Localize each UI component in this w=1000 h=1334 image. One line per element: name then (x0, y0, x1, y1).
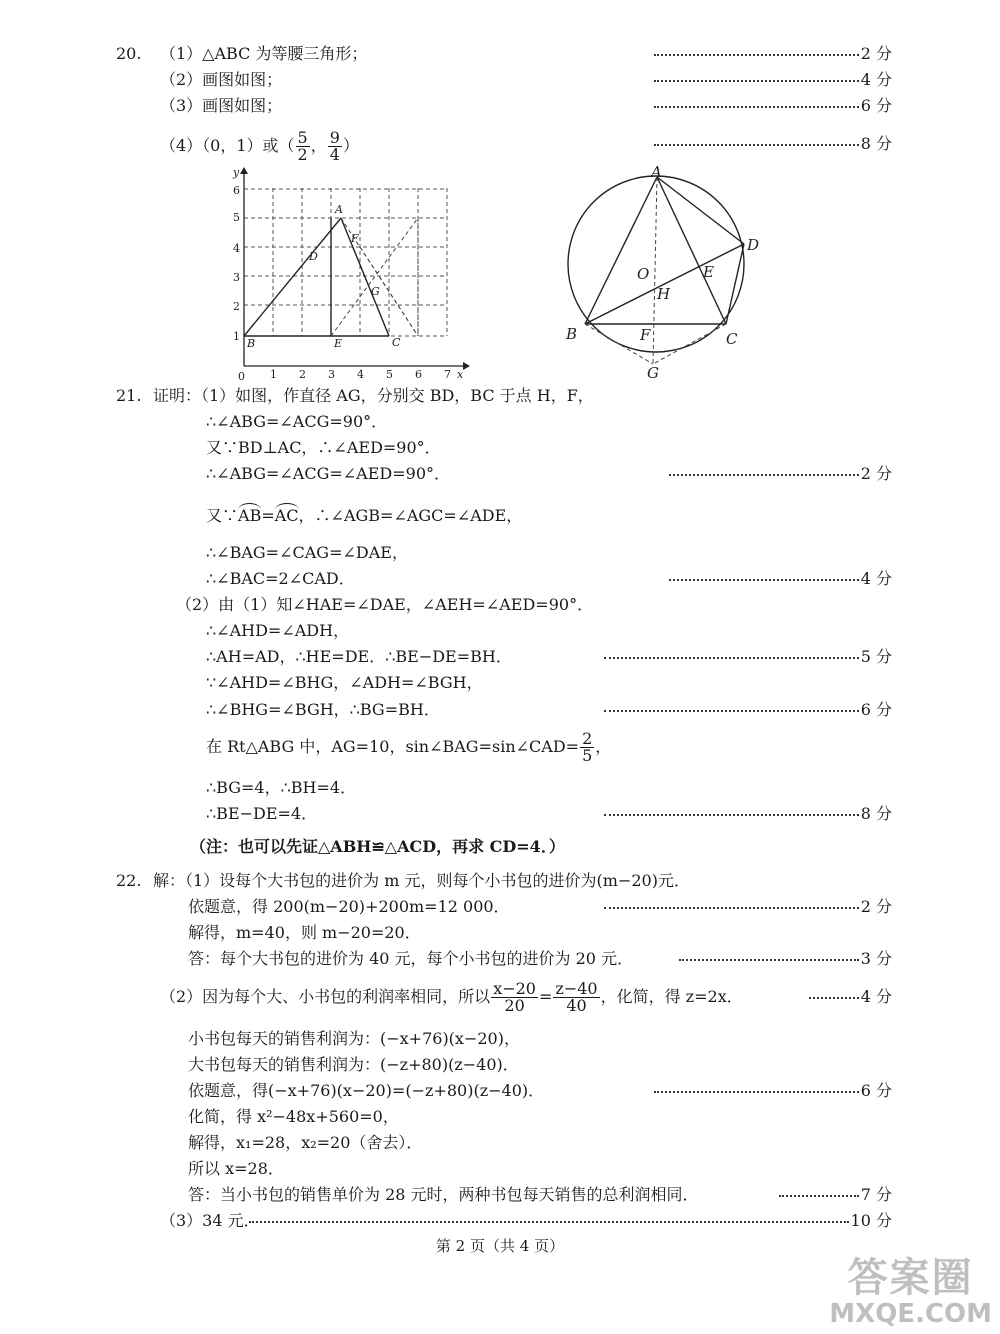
page-footer: 第 2 页（共 4 页） (435, 1237, 565, 1255)
q20-line-1: （1）△ABC 为等腰三角形； (160, 44, 368, 63)
point-f-label: F (351, 232, 359, 245)
circle-point-d: D (747, 236, 760, 254)
fraction-2-5: $\frac{2}{5}$ (582, 729, 593, 765)
q20-points-2: 4 分 (654, 70, 892, 90)
circle-point-c: C (726, 330, 738, 348)
circle-o (568, 176, 744, 352)
q22-line-12: 答：当小书包的销售单价为 28 元时，两种书包每天销售的总利润相同． (188, 1185, 699, 1204)
y-tick-1: 1 (233, 330, 240, 343)
x-tick-3: 3 (328, 368, 335, 381)
q22-points-6: 10 分 (249, 1211, 892, 1231)
watermark-logo (829, 1256, 992, 1328)
q22-line-8: 依题意，得(−x+76)(x−20)=(−z+80)(z−40)． (188, 1081, 545, 1100)
circle-point-h: H (657, 285, 671, 303)
x-tick-0: 0 (238, 370, 245, 382)
q22-line-13: （3）34 元． (160, 1211, 260, 1230)
x-axis-label: x (457, 368, 464, 381)
point-d-label: D (309, 250, 318, 263)
point-b-label: B (247, 337, 256, 350)
q21-line-7: ∴∠BAC=2∠CAD． (206, 569, 355, 588)
x-tick-2: 2 (299, 368, 306, 381)
point-e-label: E (334, 337, 343, 350)
y-tick-2: 2 (233, 300, 240, 313)
q22-line-6: 小书包每天的销售利润为：(−x+76)(x−20)， (188, 1029, 520, 1048)
q21-line-6: ∴∠BAG=∠CAG=∠DAE， (206, 543, 408, 562)
q22-points-4: 6 分 (654, 1081, 892, 1101)
circle-point-e: E (703, 263, 714, 281)
y-tick-6: 6 (233, 184, 240, 197)
q22-line-2: 依题意，得 200(m−20)+200m=12 000． (188, 897, 510, 916)
fraction-z-minus-40: $\frac{z-40}{40}$ (555, 979, 598, 1015)
q22-points-3: 4 分 (809, 987, 892, 1007)
grid-figure (225, 166, 470, 382)
circle-point-a: A (651, 164, 662, 181)
q21-line-5: 又∵AB=AC，∴∠AGB=∠AGC=∠ADE， (206, 506, 523, 525)
q22-line-11: 所以 x=28． (188, 1159, 284, 1178)
q20-points-3: 6 分 (654, 96, 892, 116)
grid-lines (244, 188, 447, 336)
circle-point-b: B (566, 325, 578, 343)
q21-number: 21. (116, 386, 142, 405)
fraction-x-minus-20: $\frac{x-20}{20}$ (493, 979, 536, 1015)
circle-point-g: G (647, 364, 659, 382)
y-tick-5: 5 (233, 211, 240, 224)
q22-line-5: （2）因为每个大、小书包的利润率相同，所以 $\frac{x-20}{20}$ = $\frac{z-40}{40}$ ，化简，得 z=2x． (160, 979, 743, 1015)
q20-line-2: （2）画图如图； (160, 70, 283, 89)
q21-points-3: 5 分 (604, 647, 892, 667)
q22-line-10: 解得，x₁=28，x₂=20（舍去）． (188, 1133, 423, 1152)
circle-point-o: O (637, 265, 650, 283)
q21-line-9: ∴∠AHD=∠ADH， (206, 621, 350, 640)
y-tick-4: 4 (233, 242, 240, 255)
q20-line-3: （3）画图如图； (160, 96, 283, 115)
q21-line-3: 又∵BD⊥AC，∴∠AED=90°． (206, 438, 441, 457)
q20-line-4: （4）（0，1）或（ $\frac{5}{2}$ ， $\frac{9}{4}$ ） (160, 128, 359, 164)
q20-points-1: 2 分 (654, 44, 892, 64)
q22-line-4: 答：每个大书包的进价为 40 元，每个小书包的进价为 20 元． (188, 949, 634, 968)
x-tick-1: 1 (270, 368, 277, 381)
watermark-line-2: MXQE.COM (829, 1299, 992, 1329)
arc-ac: AC (274, 506, 299, 525)
y-axis-label: y (233, 166, 240, 179)
q21-line-13: 在 Rt△ABG 中，AG=10，sin∠BAG=sin∠CAD= $\frac{2}{5}$ ， (206, 729, 612, 765)
q22-number: 22. (116, 871, 142, 890)
arc-ab: AB (238, 506, 262, 525)
x-tick-6: 6 (415, 368, 422, 381)
q21-line-14: ∴BG=4，∴BH=4． (206, 778, 357, 797)
q21-line-2: ∴∠ABG=∠ACG=90°． (206, 412, 388, 431)
q22-points-1: 2 分 (604, 897, 892, 917)
dashed-construction (331, 218, 418, 336)
point-g-label: G (371, 285, 380, 298)
point-c-label: C (392, 336, 401, 349)
triangle-abc (244, 218, 389, 336)
q21-line-4: ∴∠ABG=∠ACG=∠AED=90°． (206, 464, 451, 483)
q21-points-4: 6 分 (604, 700, 892, 720)
fraction-9-4: $\frac{9}{4}$ (329, 128, 340, 164)
q21-line-1: 证明：（1）如图，作直径 AG，分别交 BD，BC 于点 H，F， (153, 386, 594, 405)
x-tick-4: 4 (357, 368, 364, 381)
q21-line-11: ∵∠AHD=∠BHG，∠ADH=∠BGH， (206, 673, 483, 692)
q21-points-2: 4 分 (669, 569, 892, 589)
q22-line-7: 大书包每天的销售利润为：(−z+80)(z−40)． (188, 1055, 519, 1074)
q21-line-8: （2）由（1）知∠HAE=∠DAE，∠AEH=∠AED=90°． (176, 595, 594, 614)
x-tick-7: 7 (444, 368, 451, 381)
q21-points-1: 2 分 (669, 464, 892, 484)
q22-line-9: 化简，得 x²−48x+560=0， (188, 1107, 399, 1126)
fraction-5-2: $\frac{5}{2}$ (297, 128, 308, 164)
circle-figure (556, 164, 770, 386)
q21-line-15: ∴BE−DE=4． (206, 804, 318, 823)
q21-line-12: ∴∠BHG=∠BGH，∴BG=BH． (206, 700, 440, 719)
q22-points-5: 7 分 (779, 1185, 892, 1205)
q21-note: （注：也可以先证△ABH≌△ACD，再求 CD=4．） (190, 837, 565, 856)
q22-line-1: 解：（1）设每个大书包的进价为 m 元，则每个小书包的进价为(m−20)元． (153, 871, 690, 890)
watermark-line-1: 答案圈 (847, 1255, 974, 1301)
q22-line-3: 解得，m=40，则 m−20=20． (188, 923, 421, 942)
circle-point-f: F (640, 326, 651, 344)
q20-points-4: 8 分 (654, 134, 892, 154)
q21-points-5: 8 分 (604, 804, 892, 824)
x-tick-5: 5 (386, 368, 393, 381)
point-a-label: A (335, 203, 343, 216)
x-axis-arrow (463, 362, 470, 370)
q22-points-2: 3 分 (679, 949, 892, 969)
y-tick-3: 3 (233, 271, 240, 284)
y-axis-arrow (240, 167, 248, 174)
q21-line-10: ∴AH=AD，∴HE=DE．∴BE−DE=BH． (206, 647, 512, 666)
q20-number: 20. (116, 44, 142, 63)
